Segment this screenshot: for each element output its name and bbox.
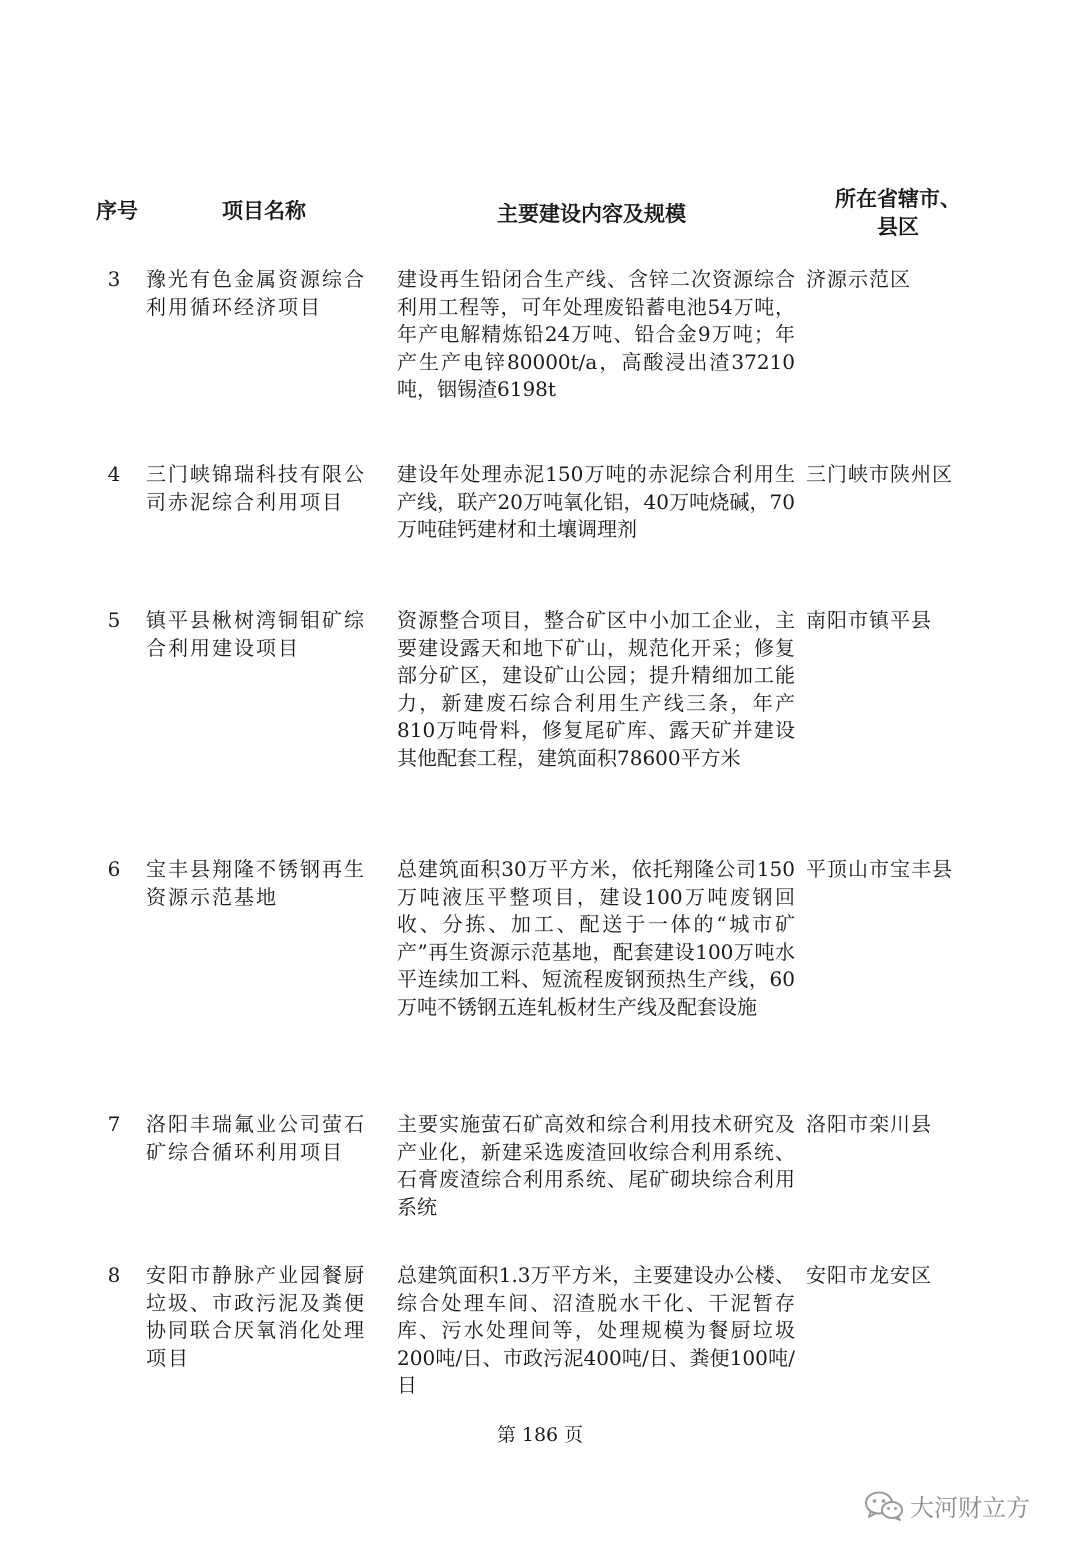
row-no: 5 — [107, 608, 121, 632]
row-location: 南阳市镇平县 — [806, 608, 932, 632]
page-number: 第 186 页 — [496, 1424, 584, 1446]
row-no: 8 — [107, 1263, 121, 1287]
header-project-name: 项目名称 — [222, 199, 306, 223]
row-location: 洛阳市栾川县 — [806, 1112, 932, 1136]
row-no: 3 — [107, 267, 121, 291]
header-location-line1: 所在省辖市、 — [835, 187, 961, 211]
watermark-text: 大河财立方 — [910, 1494, 1030, 1522]
row-project-name: 三门峡锦瑞科技有限公司赤泥综合利用项目 — [146, 462, 366, 514]
row-content: 总建筑面积30万平方米，依托翔隆公司150万吨液压平整项目，建设100万吨废钢回收、分拣、加工、配送于一体的“城市矿产”再生资源示范基地，配套建设100万吨水平连续加工料、短流程废钢预热生产线，60万吨不锈钢五连轧板材生产线及配套设施 — [397, 857, 795, 1019]
row-project-name: 镇平县楸树湾铜钼矿综合利用建设项目 — [146, 608, 366, 660]
header-no: 序号 — [96, 199, 138, 223]
table-header — [0, 185, 1080, 245]
row-content: 总建筑面积1.3万平方米，主要建设办公楼、综合处理车间、沼渣脱水干化、干泥暂存库、污水处理间等，处理规模为餐厨垃圾200吨/日、市政污泥400吨/日、粪便100吨/日 — [397, 1263, 795, 1397]
row-no: 6 — [107, 857, 121, 881]
row-content: 主要实施萤石矿高效和综合利用技术研究及产业化，新建采选废渣回收综合利用系统、石膏废渣综合利用系统、尾矿砌块综合利用系统 — [397, 1112, 795, 1219]
row-location: 安阳市龙安区 — [806, 1263, 932, 1287]
row-location: 三门峡市陕州区 — [806, 462, 953, 486]
row-no: 7 — [107, 1112, 121, 1136]
row-content: 建设年处理赤泥150万吨的赤泥综合利用生产线，联产20万吨氧化铝，40万吨烧碱，70万吨硅钙建材和土壤调理剂 — [397, 462, 795, 541]
row-no: 4 — [107, 462, 121, 486]
wechat-icon — [864, 1490, 904, 1522]
row-project-name: 豫光有色金属资源综合利用循环经济项目 — [146, 267, 366, 319]
row-location: 平顶山市宝丰县 — [806, 857, 953, 881]
row-content: 资源整合项目，整合矿区中小加工企业，主要建设露天和地下矿山，规范化开采；修复部分矿区，建设矿山公园；提升精细加工能力，新建废石综合利用生产线三条，年产810万吨骨料，修复尾矿库、露天矿并建设其他配套工程，建筑面积78600平方米 — [397, 608, 795, 770]
watermark — [864, 1488, 1030, 1523]
header-content: 主要建设内容及规模 — [497, 202, 686, 226]
row-project-name: 洛阳丰瑞氟业公司萤石矿综合循环利用项目 — [146, 1112, 366, 1164]
header-location — [828, 185, 968, 241]
row-content: 建设再生铅闭合生产线、含锌二次资源综合利用工程等，可年处理废铅蓄电池54万吨，年产电解精炼铅24万吨、铅合金9万吨；年产生产电锌80000t/a，高酸浸出渣37210吨，铟锡渣6198t — [397, 267, 795, 401]
row-project-name: 安阳市静脉产业园餐厨垃圾、市政污泥及粪便协同联合厌氧消化处理项目 — [146, 1263, 366, 1370]
row-location: 济源示范区 — [806, 267, 911, 291]
row-project-name: 宝丰县翔隆不锈钢再生资源示范基地 — [146, 857, 366, 909]
header-location-line2: 县区 — [877, 215, 919, 239]
